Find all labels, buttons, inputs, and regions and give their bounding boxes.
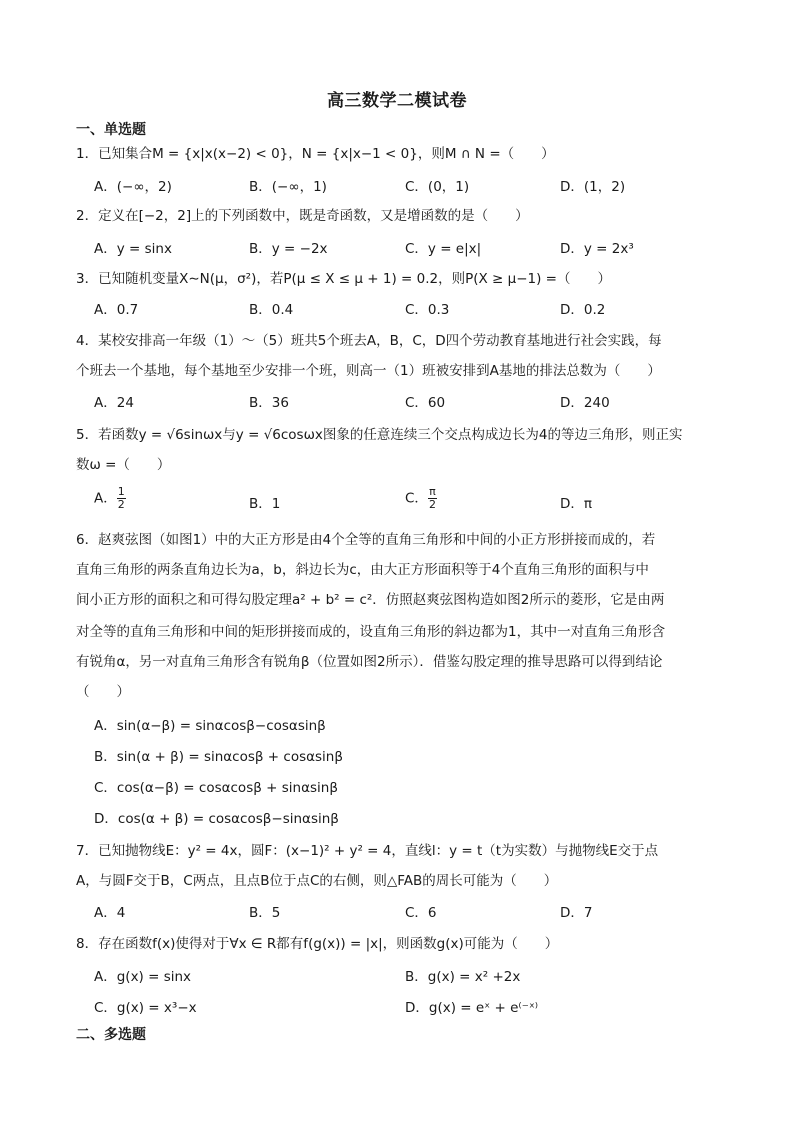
question-2-option-c: C．y = e|x| — [405, 241, 482, 257]
question-8-stem: 8．存在函数f(x)使得对于∀x ∈ R都有f(g(x)) = |x|，则函数g(x)可能为（ ） — [76, 936, 559, 952]
question-6-option-c: C．cos(α−β) = cosαcosβ + sinαsinβ — [94, 780, 338, 796]
question-4-option-b: B．36 — [249, 395, 289, 411]
question-5-line-2: 数ω =（ ） — [76, 457, 171, 473]
question-1-stem: 1．已知集合M = {x|x(x−2) < 0}，N = {x|x−1 < 0}，则M ∩ N =（ ） — [76, 146, 555, 162]
question-6-line-4: 对全等的直角三角形和中间的矩形拼接而成的，设直角三角形的斜边都为1，其中一对直角三角形含 — [76, 624, 666, 640]
question-8-option-b: B．g(x) = x² +2x — [405, 969, 521, 985]
question-5-option-a — [94, 486, 126, 511]
question-3-option-b: B．0.4 — [249, 302, 294, 318]
fraction-one-half: $\frac{1}{2}$ — [117, 485, 125, 511]
question-3-option-a: A．0.7 — [94, 302, 139, 318]
question-7-option-a: A．4 — [94, 905, 126, 921]
question-4-option-d: D．240 — [560, 395, 610, 411]
question-2-stem: 2．定义在[−2，2]上的下列函数中，既是奇函数，又是增函数的是（ ） — [76, 208, 529, 224]
question-2-option-d: D．y = 2x³ — [560, 241, 634, 257]
question-6-line-5: 有锐角α，另一对直角三角形含有锐角β（位置如图2所示）．借鉴勾股定理的推导思路可以得到结论 — [76, 654, 663, 670]
question-1-option-c: C．(0，1) — [405, 179, 470, 195]
question-5-line-1: 5．若函数y = √6sinωx与y = √6cosωx图象的任意连续三个交点构成边长为4的等边三角形，则正实 — [76, 427, 683, 443]
option-c-label: C． — [405, 490, 428, 507]
question-6-option-d: D．cos(α + β) = cosαcosβ−sinαsinβ — [94, 811, 339, 827]
option-a-label: A． — [94, 490, 117, 507]
question-4-option-a: A．24 — [94, 395, 134, 411]
question-2-option-b: B．y = −2x — [249, 241, 328, 257]
question-7-option-b: B．5 — [249, 905, 281, 921]
page-title: 高三数学二模试卷 — [327, 91, 467, 111]
question-6-option-b: B．sin(α + β) = sinαcosβ + cosαsinβ — [94, 749, 343, 765]
question-5-option-c — [405, 486, 437, 511]
question-7-line-1: 7．已知抛物线E：y² = 4x，圆F：(x−1)² + y² = 4，直线l：y = t（t为实数）与抛物线E交于点 — [76, 843, 659, 859]
question-5-option-b: B．1 — [249, 496, 281, 512]
question-2-option-a: A．y = sinx — [94, 241, 172, 257]
question-6-line-1: 6．赵爽弦图（如图1）中的大正方形是由4个全等的直角三角形和中间的小正方形拼接而成的，若 — [76, 532, 656, 548]
question-6-line-2: 直角三角形的两条直角边长为a，b，斜边长为c，由大正方形面积等于4个直角三角形的面积与中 — [76, 562, 649, 578]
question-4-line-2: 个班去一个基地，每个基地至少安排一个班，则高一（1）班被安排到A基地的排法总数为（ ） — [76, 363, 661, 379]
question-8-option-d: D．g(x) = eˣ + e⁽⁻ˣ⁾ — [405, 1000, 539, 1016]
question-8-option-a: A．g(x) = sinx — [94, 969, 192, 985]
question-3-option-c: C．0.3 — [405, 302, 450, 318]
question-6-option-a: A．sin(α−β) = sinαcosβ−cosαsinβ — [94, 718, 326, 734]
question-1-option-a: A．(−∞，2) — [94, 179, 172, 195]
question-3-option-d: D．0.2 — [560, 302, 606, 318]
section-single-choice: 一、单选题 — [76, 122, 146, 138]
question-4-option-c: C．60 — [405, 395, 446, 411]
question-1-option-d: D．(1，2) — [560, 179, 626, 195]
question-7-line-2: A，与圆F交于B，C两点，且点B位于点C的右侧，则△FAB的周长可能为（ ） — [76, 873, 558, 889]
section-multiple-choice: 二、多选题 — [76, 1027, 146, 1043]
question-7-option-d: D．7 — [560, 905, 593, 921]
question-8-option-c: C．g(x) = x³−x — [94, 1000, 197, 1016]
question-1-option-b: B．(−∞，1) — [249, 179, 327, 195]
question-7-option-c: C．6 — [405, 905, 437, 921]
fraction-pi-half: $\frac{\pi}{2}$ — [428, 485, 436, 511]
question-6-line-3: 间小正方形的面积之和可得勾股定理a² + b² = c²．仿照赵爽弦图构造如图2所示的菱形，它是由两 — [76, 592, 665, 608]
question-5-option-d: D．π — [560, 496, 593, 512]
question-4-line-1: 4．某校安排高一年级（1）～（5）班共5个班去A，B，C，D四个劳动教育基地进行社会实践，每 — [76, 333, 662, 349]
question-3-stem: 3．已知随机变量X∼N(μ，σ²)，若P(μ ≤ X ≤ μ + 1) = 0.2，则P(X ≥ μ−1) =（ ） — [76, 271, 611, 287]
question-6-line-6: （ ） — [76, 684, 130, 700]
